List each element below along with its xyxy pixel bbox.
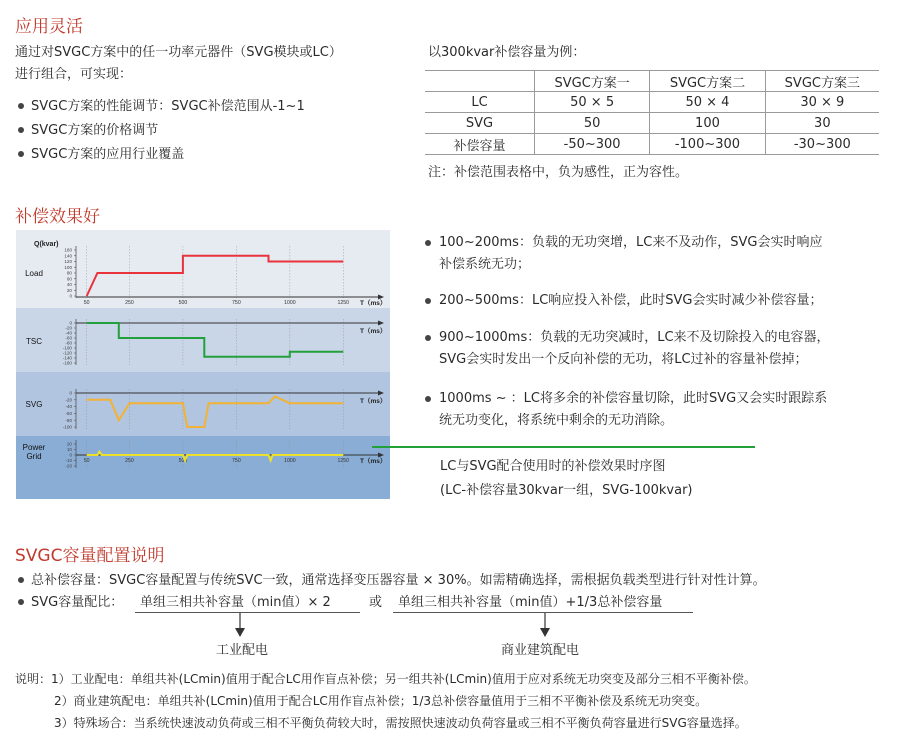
- table-cell: 100: [650, 113, 765, 134]
- x-tick-label: 750: [232, 458, 241, 464]
- table-cell: 50 × 5: [534, 92, 649, 113]
- x-tick-label: 1000: [284, 300, 296, 306]
- y-tick-label: 0: [69, 390, 72, 396]
- table-cell: 补偿容量: [453, 138, 506, 154]
- y-tick-label: -120: [62, 350, 72, 356]
- effect-item-line: 统无功变化，将系统中剩余的无功消除。: [439, 413, 674, 428]
- or-text: 或: [369, 595, 383, 610]
- section-title-effect: 补偿效果好: [15, 207, 100, 227]
- x-tick-label: 250: [125, 300, 134, 306]
- y-tick-label: -20: [65, 463, 72, 469]
- bullet-dot: [425, 240, 431, 246]
- config-table: [425, 70, 879, 155]
- y-tick-label: -100: [62, 345, 72, 351]
- effect-item-line: 900~1000ms：负载的无功突减时，LC来不及切除投入的电容器，: [439, 330, 830, 345]
- effect-item-line: SVG会实时发出一个反向补偿的无功，将LC过补的容量补偿掉；: [439, 352, 808, 367]
- y-tick-label: -100: [62, 424, 72, 430]
- y-tick-label: -40: [65, 404, 72, 410]
- x-axis-label: T（ms）: [360, 458, 387, 465]
- y-tick-label: 0: [69, 293, 72, 299]
- panel-label: SVG: [25, 400, 43, 409]
- y-tick-label: -80: [65, 340, 72, 346]
- table-header-cell: SVGC方案三: [765, 71, 879, 92]
- intro-bullet-text: SVGC方案的应用行业覆盖: [31, 147, 185, 162]
- y-tick-label: 0: [69, 452, 72, 458]
- y-tick-label: -60: [65, 335, 72, 341]
- chart-caption-line-2: (LC-补偿容量30kvar一组，SVG-100kvar): [440, 483, 693, 498]
- y-tick-label: 10: [66, 447, 72, 453]
- effect-item-line: 200~500ms：LC响应投入补偿，此时SVG会实时减少补偿容量；: [439, 293, 823, 308]
- y-tick-label: -20: [65, 325, 72, 331]
- x-axis-label: T（ms）: [360, 328, 387, 335]
- effect-item-line: 100~200ms：负载的无功突增，LC来不及动作，SVG会实时响应: [439, 235, 823, 250]
- y-tick-label: 0: [69, 320, 72, 326]
- y-tick-label: 20: [66, 287, 72, 293]
- x-tick-label: 50: [83, 300, 90, 306]
- table-header-cell: [425, 71, 534, 92]
- y-tick-label: -160: [62, 360, 72, 366]
- capacity-bullet: [18, 571, 766, 590]
- panel-label: Grid: [26, 452, 42, 461]
- y-tick-label: 140: [64, 253, 72, 259]
- intro-bullet: [18, 121, 158, 140]
- effect-item: [425, 290, 895, 312]
- y-tick-label: 160: [64, 247, 72, 253]
- table-cell: SVG: [465, 115, 494, 131]
- bullet-dot: [18, 577, 24, 583]
- effect-item-line: 补偿系统无功；: [439, 257, 531, 272]
- y-tick-label: 60: [66, 276, 72, 282]
- x-tick-label: 50: [83, 458, 90, 464]
- note-line: 3）特殊场合：当系统快速波动负荷或三相不平衡负荷较大时，需按照快速波动负荷容量或三相不平衡负荷容量进行SVG容量选择。: [54, 716, 747, 730]
- section-title-flexible: 应用灵活: [15, 17, 83, 37]
- formula-industrial: 单组三相共补容量（min值）× 2: [140, 595, 331, 610]
- effect-item: [425, 327, 895, 371]
- chart-connector-line: [372, 446, 755, 448]
- y-tick-label: -60: [65, 411, 72, 416]
- table-header-cell: SVGC方案二: [650, 71, 765, 92]
- y-tick-label: 100: [64, 264, 72, 270]
- capacity-ratio: [18, 593, 123, 612]
- y-tick-label: -140: [62, 355, 72, 361]
- capacity-bullet-text: 总补偿容量：SVGC容量配置与传统SVC一致，通常选择变压器容量 × 30%。如需精确选择，需根据负载类型进行针对性计算。: [31, 573, 766, 588]
- effect-item: [425, 388, 895, 432]
- table-cell: 30: [765, 113, 879, 134]
- x-tick-label: 500: [178, 300, 188, 306]
- intro-line-2: 进行组合，可实现：: [15, 67, 133, 82]
- x-tick-label: 1000: [284, 458, 296, 464]
- bullet-dot: [425, 298, 431, 304]
- bullet-dot: [425, 396, 431, 402]
- intro-bullet: [18, 97, 305, 116]
- y-tick-label: 40: [66, 282, 72, 288]
- y-tick-label: 20: [66, 441, 72, 447]
- table-cell: 50 × 4: [650, 92, 765, 113]
- compensation-timing-chart: [16, 230, 390, 499]
- table-header-row: [425, 71, 879, 92]
- capacity-ratio-label: SVG容量配比：: [31, 595, 124, 610]
- x-axis-label: T（ms）: [360, 398, 387, 405]
- y-tick-label: -40: [65, 330, 72, 336]
- intro-line-1: 通过对SVGC方案中的任一功率元器件（SVG模块或LC）: [15, 45, 342, 60]
- note-line: 说明：1）工业配电：单组共补(LCmin)值用于配合LC用作盲点补偿；另一组共补(LCmin)值用于应对系统无功突变及部分三相不平衡补偿。: [15, 672, 756, 686]
- bullet-dot: [425, 335, 431, 341]
- x-tick-label: 750: [232, 300, 241, 306]
- intro-bullet-text: SVGC方案的性能调节：SVGC补偿范围从-1~1: [31, 99, 305, 114]
- table-cell: -50~300: [534, 134, 649, 155]
- formula-commercial: 单组三相共补容量（min值）+1/3总补偿容量: [398, 595, 663, 610]
- table-cell: -30~300: [765, 134, 879, 155]
- table-row: [425, 134, 879, 155]
- result-commercial: 商业建筑配电: [501, 643, 580, 658]
- bullet-dot: [18, 127, 24, 133]
- table-row: [425, 113, 879, 134]
- arrow-down-icon: [230, 613, 250, 641]
- table-cell: 50: [534, 113, 649, 134]
- x-tick-label: 500: [178, 458, 188, 464]
- note-line: 2）商业建筑配电：单组共补(LCmin)值用于配合LC用作盲点补偿；1/3总补偿容量值用于三相不平衡补偿及系统无功突变。: [54, 694, 708, 708]
- table-note: 注：补偿范围表格中，负为感性，正为容性。: [428, 165, 689, 180]
- panel-label: Load: [25, 269, 43, 278]
- chart-caption-line-1: LC与SVG配合使用时的补偿效果时序图: [440, 459, 666, 474]
- table-cell: LC: [471, 94, 488, 110]
- bullet-dot: [18, 103, 24, 109]
- y-tick-label: -10: [65, 458, 72, 464]
- panel-label: Power: [22, 443, 46, 452]
- x-tick-label: 1250: [337, 300, 350, 306]
- x-tick-label: 1250: [337, 458, 350, 464]
- bullet-dot: [18, 599, 24, 605]
- intro-bullet-text: SVGC方案的价格调节: [31, 123, 159, 138]
- arrow-down-icon: [535, 613, 555, 641]
- effect-item: [425, 232, 895, 276]
- bullet-dot: [18, 151, 24, 157]
- table-header-cell: SVGC方案一: [534, 71, 649, 92]
- y-tick-label: 120: [64, 259, 72, 265]
- section-title-capacity: SVGC容量配置说明: [15, 546, 165, 566]
- table-cell: -100~300: [650, 134, 765, 155]
- table-cell: 30 × 9: [765, 92, 879, 113]
- result-industrial: 工业配电: [216, 643, 269, 658]
- y-tick-label: -20: [65, 397, 72, 403]
- y-axis-label: Q(kvar): [34, 241, 59, 248]
- y-tick-label: 80: [66, 270, 72, 276]
- table-caption: 以300kvar补偿容量为例：: [428, 45, 586, 60]
- effect-item-line: 1000ms ~ ：LC将多余的补偿容量切除，此时SVG又会实时跟踪系: [439, 391, 828, 406]
- table-row: [425, 92, 879, 113]
- y-tick-label: -80: [65, 417, 72, 423]
- x-axis-label: T（ms）: [360, 300, 387, 307]
- intro-bullet: [18, 145, 184, 164]
- panel-label: TSC: [26, 337, 42, 346]
- x-tick-label: 250: [125, 458, 134, 464]
